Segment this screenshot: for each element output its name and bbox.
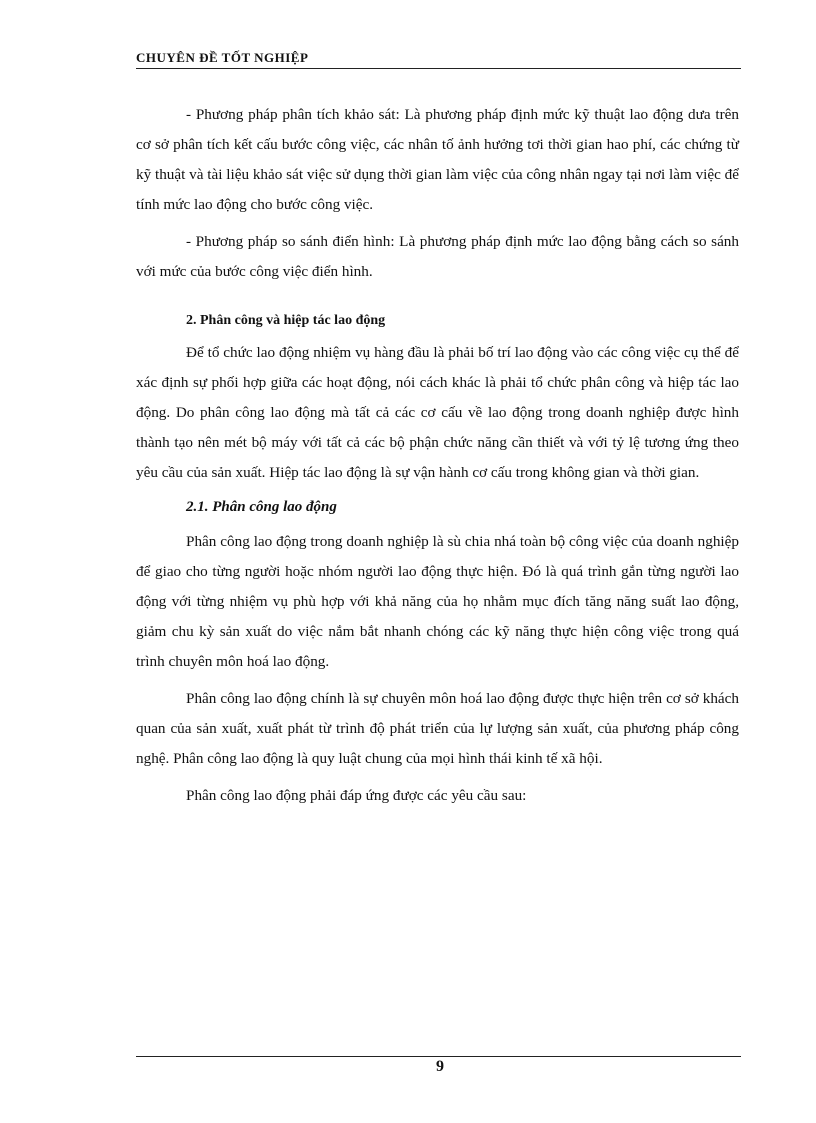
header-rule (136, 68, 741, 69)
paragraph-comparison-method: - Phương pháp so sánh điển hình: Là phương pháp định mức lao động bằng cách so sánh với mức của bước công việc điển hình. (136, 233, 739, 280)
paragraph-survey-method: - Phương pháp phân tích khảo sát: Là phương pháp định mức kỹ thuật lao động dưa trên cơ sở phân tích kết cấu bước công việc, các nhân tố ảnh hưởng tơi thời gian hao phí, các chứng từ kỹ thuật và tài liệu khảo sát việc sử dụng thời gian làm việc của công nhân ngay tại nơi làm việc để tính mức lao động cho bước công việc. (136, 106, 739, 213)
subsection-heading-2-1: 2.1. Phân công lao động (186, 499, 337, 515)
page-header-title: CHUYÊN ĐỀ TỐT NGHIỆP (136, 50, 309, 65)
paragraph-requirements-intro: Phân công lao động phải đáp ứng được các yêu cầu sau: (186, 787, 527, 804)
section-heading-2: 2. Phân công và hiệp tác lao động (186, 313, 386, 328)
paragraph-specialization: Phân công lao động chính là sự chuyên môn hoá lao động được thực hiện trên cơ sở khách quan của sản xuất, xuất phát từ trình độ phát triển của lự lượng sản xuất, của phương pháp công nghệ. Phân công lao động là quy luật chung của mọi hình thái kinh tế xã hội. (136, 690, 739, 767)
paragraph-division-of-labor: Phân công lao động trong doanh nghiệp là sù chia nhá toàn bộ công việc của doanh nghiệp để giao cho từng người hoặc nhóm người lao động thực hiện. Đó là quá trình gắn từng người lao động với từng nhiệm vụ phù hợp với khả năng của họ nhằm mục đích tăng năng suất lao động, giảm chu kỳ sản xuất do việc nắm bắt nhanh chóng các kỹ năng thực hiện công việc trong quá trình chuyên môn hoá lao động. (136, 533, 739, 670)
page-number: 9 (436, 1058, 444, 1075)
paragraph-labor-organization: Để tổ chức lao động nhiệm vụ hàng đầu là phải bố trí lao động vào các công việc cụ thể để xác định sự phối hợp giữa các hoạt động, nói cách khác là phải tổ chức phân công và hiệp tác lao động. Do phân công lao động mà tất cả các cơ cấu về lao động trong doanh nghiệp được hình thành tạo nên mét bộ máy với tất cả các bộ phận chức năng cần thiết và với tỷ lệ tương ứng theo yêu cầu của sản xuất. Hiệp tác lao động là sự vận hành cơ cấu trong không gian và thời gian. (136, 344, 739, 481)
footer-rule (136, 1056, 741, 1057)
page-body (136, 100, 739, 811)
